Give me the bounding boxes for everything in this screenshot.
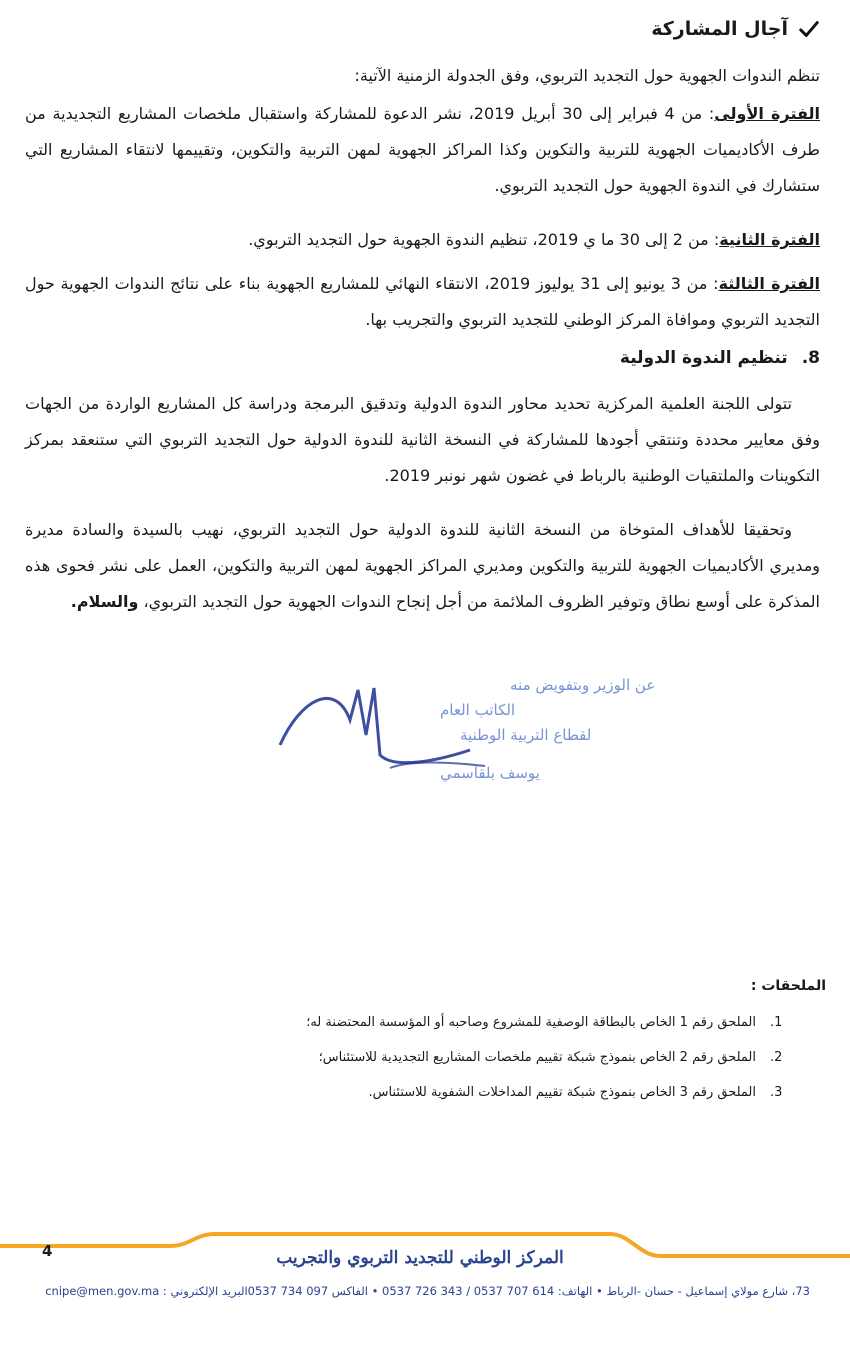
section-number: 8. (801, 348, 820, 368)
stamp-line-3: لقطاع التربية الوطنية (460, 726, 592, 744)
objectives-paragraph (25, 512, 820, 620)
period-2-text: : من 2 إلى 30 ما ي 2019، تنظيم الندوة الجهوية حول التجديد التربوي. (248, 230, 720, 249)
checkmark-icon (798, 18, 820, 40)
period-1-label: الفترة الأولى (714, 104, 820, 123)
period-1-paragraph (25, 96, 820, 204)
period-3-paragraph (25, 266, 820, 338)
period-2-paragraph (25, 222, 820, 258)
section-title: تنظيم الندوة الدولية (619, 348, 788, 368)
closing-salutation: والسلام. (70, 592, 139, 611)
signature-stamp (240, 660, 656, 800)
list-item: 1. الملحق رقم 1 الخاص بالبطاقة الوصفية للمشروع وصاحبه أو المؤسسة المحتضنة له؛ (306, 1015, 783, 1030)
page-number: 4 (42, 1242, 53, 1260)
annexes-title: الملحقات : (750, 978, 826, 994)
period-3-text: : من 3 يونيو إلى 31 يوليوز 2019، الانتقاء النهائي للمشاريع الجهوية بناء على نتائج الندوات الجهوية حول التجديد التربوي وموافاة المركز الوطني للتجديد التربوي والتجريب بها. (25, 274, 820, 329)
signature-scribble (280, 688, 470, 763)
stamp-line-4: يوسف بلقاسمي (440, 764, 540, 782)
objectives-text: وتحقيقا للأهداف المتوخاة من النسخة الثانية للندوة الدولية حول التجديد التربوي، نهيب بالسيدة والسادة مديرة ومديري الأكاديميات الجهوية للتربية والتكوين ومديري المراكز الجهوية لمهن التربية والتكوين، العمل على نشر فحوى هذه المذكرة على أوسع نطاق وتوفير الظروف الملائمة من أجل إنجاح الندوات الجهوية حول التجديد التربوي، (25, 520, 820, 611)
list-item: 2. الملحق رقم 2 الخاص بنموذج شبكة تقييم ملخصات المشاريع التجديدية للاستئناس؛ (318, 1050, 783, 1065)
period-2-label: الفترة الثانية (719, 230, 820, 249)
heading-text: آجال المشاركة (651, 18, 788, 40)
intro-paragraph: تنظم الندوات الجهوية حول التجديد التربوي، وفق الجدولة الزمنية الآتية: (354, 66, 820, 85)
footer-address: 73، شارع مولاي إسماعيل - حسان -الرباط • الهاتف: 614 707 0537 / 343 726 0537 • الفاكس 097 734 0537البريد الإلكتروني : cnipe@men.gov.ma (45, 1284, 810, 1298)
stamp-line-2: الكاتب العام (440, 701, 516, 719)
international-symposium-paragraph: تتولى اللجنة العلمية المركزية تحديد محاور الندوة الدولية وتدقيق البرمجة ودراسة كل المشاريع الواردة من الجهات وفق معايير محددة وتنتقي أجودها للمشاركة في النسخة الثانية للندوة الدولية حول التجديد التربوي التي ستنعقد بمركز التكوينات والملتقيات الوطنية بالرباط في غضون شهر نونبر 2019. (25, 394, 820, 485)
period-3-label: الفترة الثالثة (718, 274, 821, 293)
annexes-list (232, 1005, 792, 1110)
participation-deadlines-heading (220, 18, 820, 40)
list-item: 3. الملحق رقم 3 الخاص بنموذج شبكة تقييم المداخلات الشفوية للاستئناس. (368, 1085, 783, 1100)
footer-institution-name: المركز الوطني للتجديد التربوي والتجريب (276, 1248, 564, 1268)
stamp-line-1: عن الوزير وبتفويض منه (510, 676, 656, 694)
section-8-heading (420, 348, 820, 368)
period-1-text: : من 4 فبراير إلى 30 أبريل 2019، نشر الدعوة للمشاركة واستقبال ملخصات المشاريع التجديدية من طرف الأكاديميات الجهوية للتربية والتكوين وكذا المراكز الجهوية لمهن التربية والتكوين، وتقييمها لانتقاء المشاريع التي ستشارك في الندوة الجهوية حول التجديد التربوي. (25, 104, 820, 195)
